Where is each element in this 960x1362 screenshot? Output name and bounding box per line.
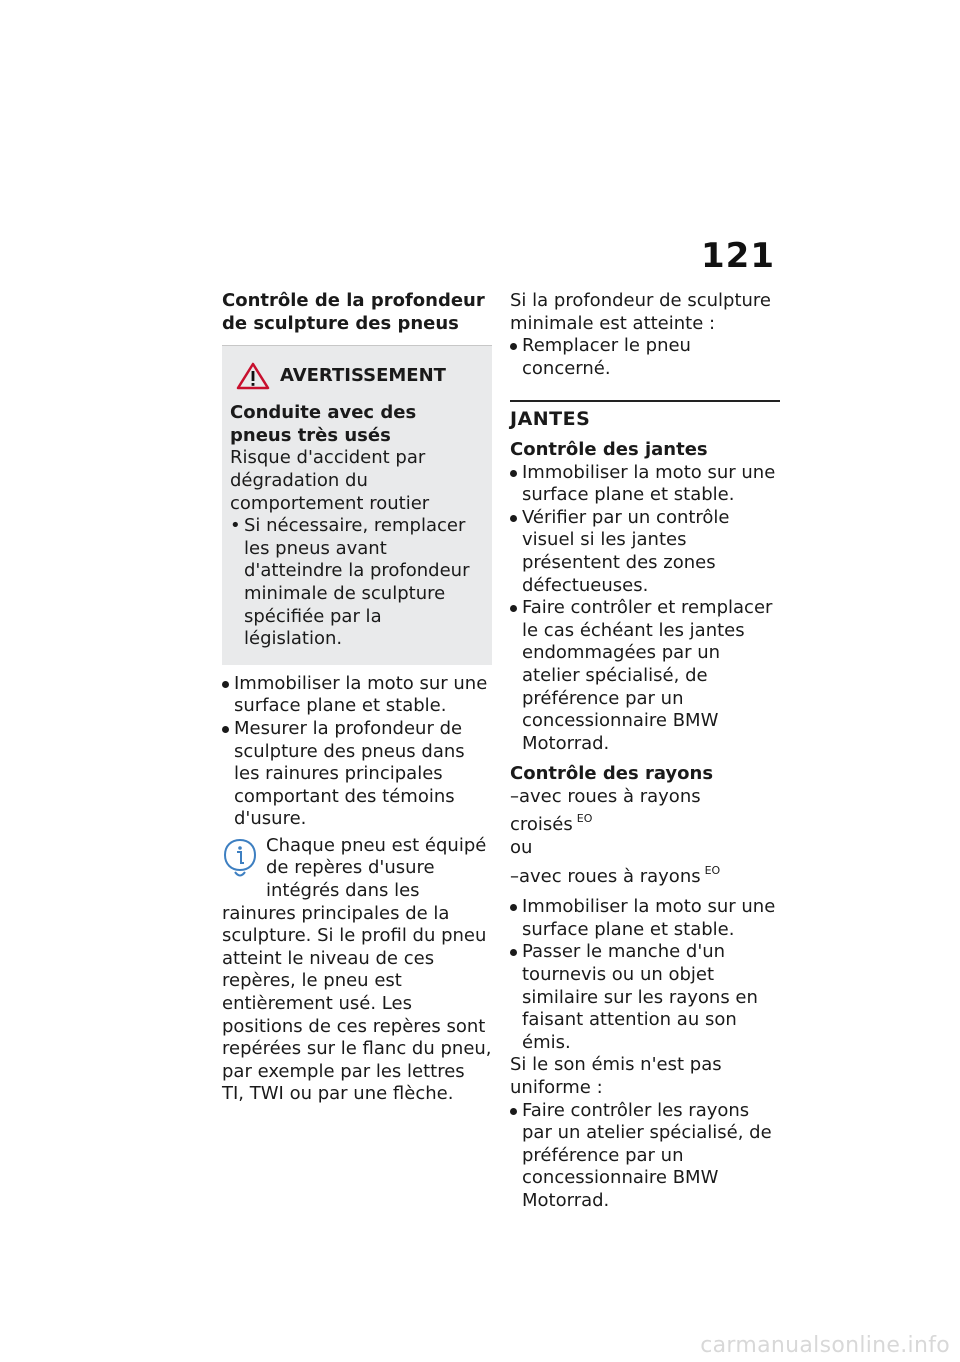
list-item [222,673,492,718]
option-tag: EO [576,812,593,826]
min-depth-intro: Si la profondeur de sculpture minimale est atteinte : [510,290,772,334]
info-icon [222,837,258,881]
spokes-steps [510,896,780,1054]
warning-box [222,346,492,665]
section-heading-tread-depth: Contrôle de la profondeur de sculpture des pneus [222,290,485,334]
warning-header [230,362,482,390]
spokes-variant-standard: –avec roues à rayons $^{EO}$ [510,863,721,887]
section-heading-rims: Contrôle des jantes [510,438,708,460]
step-text: Immobiliser la moto sur une surface plane et stable. [522,461,776,506]
list-item [510,1100,780,1213]
warning-title: Conduite avec des pneus très usés [230,402,417,446]
spokes-variant-crossed: –avec roues à rayons croisés $^{EO}$ [510,785,701,836]
bullet-dot [510,949,517,956]
step-text: Remplacer le pneu concerné. [522,335,691,379]
min-depth-bullets [510,335,780,380]
warning-bullet-text: Si nécessaire, remplacer les pneus avant d'atteindre la profondeur minimale de sculpture spécifiée par la législation. [244,515,470,650]
right-column [510,290,780,1213]
step-text: Faire contrôler et remplacer le cas échéant les jantes endommagées par un atelier spécialisé, de préférence par un concessionnaire BMW Motorrad. [522,597,773,754]
chapter-divider [510,400,780,402]
list-item [510,941,780,1054]
watermark: carmanualsonline.info [700,1333,950,1358]
list-item [510,335,780,380]
list-item [230,515,482,651]
warning-text: Risque d'accident par dégradation du comportement routier [230,447,430,514]
option-tag: EO [704,863,721,877]
warning-label: AVERTISSEMENT [280,364,446,386]
bullet-marker: • [230,515,241,537]
bullet-dot [510,343,517,350]
spokes-final-steps [510,1100,780,1213]
warning-triangle-icon [236,362,270,390]
step-text: Immobiliser la moto sur une surface plane et stable. [522,896,776,940]
info-text: Chaque pneu est équipé de repères d'usure intégrés dans les rainures principales de la sculpture. Si le profil du pneu atteint le niveau de ces repères, le pneu est entièrement usé. Les positions de ces repères sont repérées sur le flanc du pneu, par exemple par les lettres TI, TWI ou par une flèche. [222,834,492,1105]
tread-steps [222,673,492,831]
step-text: Vérifier par un contrôle visuel si les jantes présentent des zones défectueuses. [522,506,730,596]
bullet-dot [510,904,517,911]
step-text: Immobiliser la moto sur une surface plane et stable. [234,672,488,717]
list-item [510,462,780,507]
page-number: 121 [701,236,775,276]
info-note [222,835,492,1106]
spokes-or: ou [510,837,533,859]
section-heading-spokes: Contrôle des rayons [510,763,714,785]
step-text: Mesurer la profondeur de sculpture des pneus dans les rainures principales comportant des témoins d'usure. [234,717,465,830]
list-item [510,896,780,941]
rims-steps [510,462,780,756]
bullet-dot [510,1108,517,1115]
bullet-dot [510,515,517,522]
left-column [222,290,492,1106]
bullet-dot [222,726,229,733]
list-item [510,507,780,597]
warning-bullets [230,515,482,651]
step-text: Passer le manche d'un tournevis ou un objet similaire sur les rayons en faisant attention au son émis. [522,941,758,1053]
chapter-title: JANTES [510,408,591,431]
step-text: Faire contrôler les rayons par un atelier spécialisé, de préférence par un concessionnaire BMW Motorrad. [522,1099,772,1211]
bullet-dot [222,681,229,688]
list-item [222,718,492,831]
bullet-dot [510,605,517,612]
list-item [510,597,780,755]
spokes-condition: Si le son émis n'est pas uniforme : [510,1054,722,1098]
bullet-dot [510,470,517,477]
